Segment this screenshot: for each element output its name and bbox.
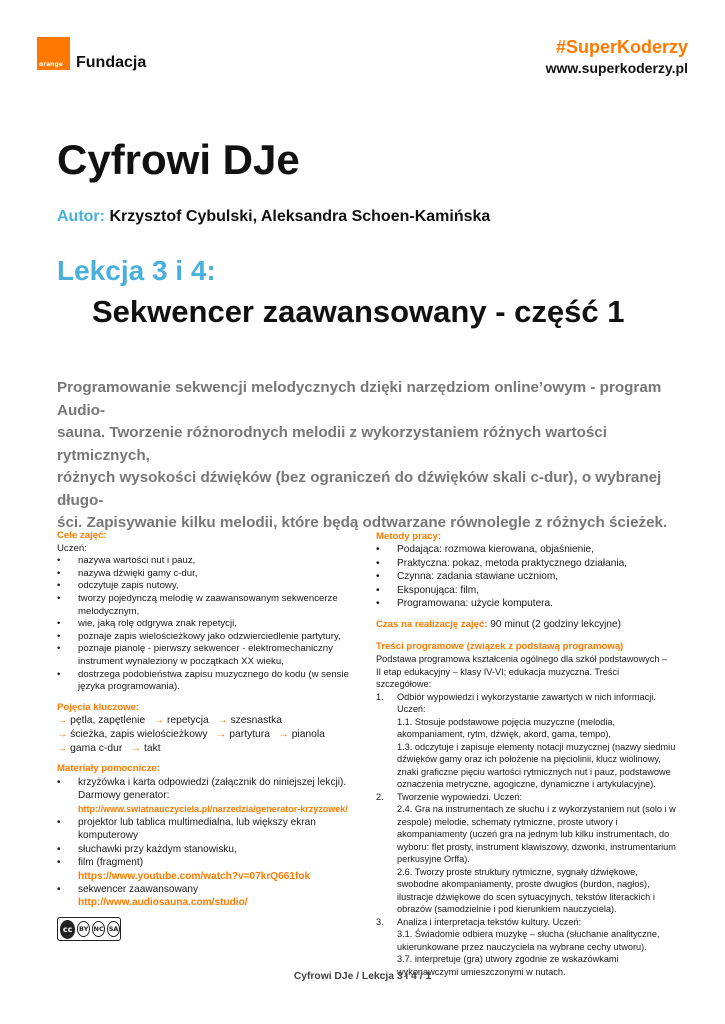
program-item-lead: Uczeń: bbox=[397, 704, 426, 715]
program-intro: Podstawa programowa kształcenia ogólnego dla szkół podstawowych – bbox=[376, 654, 668, 665]
arrow-right-icon: → bbox=[57, 715, 68, 727]
nc-icon: NC bbox=[92, 921, 105, 937]
material-text: sekwencer zaawansowany bbox=[78, 883, 199, 895]
cc-icon: cc bbox=[60, 920, 75, 939]
summary-line: sauna. Tworzenie różnorodnych melodii z wykorzystaniem różnych wartości rytmicznych, bbox=[57, 424, 607, 464]
left-column bbox=[57, 530, 357, 910]
program-item-title: Tworzenie wypowiedzi. Uczeń: bbox=[397, 791, 523, 802]
arrow-right-icon: → bbox=[57, 742, 68, 754]
arrow-right-icon: → bbox=[57, 728, 68, 740]
by-icon: BY bbox=[77, 921, 90, 937]
program-sub: 2.4. Gra na instrumentach ze słuchu i z wykorzystaniem nut (solo i w zespole) melodie, schematy rytmiczne, proste utwory i akompaniamenty (uczeń gra na jednym lub kilku instrumentach, do wyboru: flet prosty, instrument klawiszowy, dzwonki, instrumentarium perkusyjne Orffa). bbox=[397, 804, 676, 865]
keywords-row bbox=[57, 714, 357, 728]
list-item: 1. Odbiór wypowiedzi i wykorzystanie zawartych w nich informacji. Uczeń: 1.1. Stosuje podstawowe pojęcia muzyczne (melodia, akompaniament, rytm, dźwięk, akord, gama, tempo), 1.3. odczytuje i zapisuje elementy notacji muzycznej (nazwy siedmiu dźwięków gamy oraz ich położenie na pięciolinii, klucz wiolinowy, znaki graficzne pięciu wartości rytmicznych nut i pauz, podstawowe oznaczenia metryczne, agogiczne, dynamiczne i artykulacyjne). bbox=[376, 691, 676, 790]
program-sub: 3.7. interpretuje (gra) utwory zgodnie ze wskazówkami wykonawczymi umieszczonymi w nutach. bbox=[397, 954, 619, 977]
lesson-summary bbox=[57, 377, 669, 535]
list-item: • poznaje pianolę - pierwszy sekwencer - elektromechaniczny instrument wynaleziony w początkach XX wieku, bbox=[57, 643, 357, 668]
material-text: projektor lub tablica multimedialna, lub większy ekran komputerowy bbox=[78, 816, 316, 842]
program-body bbox=[376, 653, 676, 978]
keyword: ścieżka, zapis wielościeżkowy bbox=[70, 728, 208, 740]
program-sub: 2.6. Tworzy proste struktury rytmiczne, sygnały dźwiękowe, swobodne akompaniamenty, proste dwugłos (burdon, nagłos), ilustracje dźwiękowe do scen sytuacyjnych, tekstów literackich i obrazów (samodzielnie i pod kierunkiem nauczyciela). bbox=[397, 866, 655, 915]
arrow-right-icon: → bbox=[216, 728, 227, 740]
keywords-row bbox=[57, 742, 357, 756]
keyword: pętla, zapętlenie bbox=[70, 715, 146, 727]
arrow-right-icon: → bbox=[153, 715, 165, 727]
arrow-right-icon: → bbox=[278, 728, 289, 740]
program-list bbox=[376, 691, 676, 979]
methods-list bbox=[376, 543, 676, 610]
site-link[interactable]: www.superkoderzy.pl bbox=[545, 60, 688, 76]
list-item: • wie, jaką rolę odgrywa znak repetycji, bbox=[57, 618, 357, 631]
keywords-row bbox=[57, 728, 357, 742]
list-item bbox=[57, 816, 357, 843]
list-item: • Programowana: użycie komputera. bbox=[376, 597, 676, 610]
list-item: • nazywa dźwięki gamy c-dur, bbox=[57, 568, 357, 581]
list-item bbox=[57, 843, 357, 856]
list-item: • poznaje zapis wielościeżkowy jako odzwierciedlenie partytury, bbox=[57, 631, 357, 644]
author-label: Autor: bbox=[57, 208, 105, 225]
summary-line: Programowanie sekwencji melodycznych dzięki narzędziom online’owym - program Audio- bbox=[57, 379, 662, 419]
list-item bbox=[57, 856, 357, 883]
orange-logo bbox=[37, 37, 70, 70]
list-item: • nazywa wartości nut i pauz, bbox=[57, 555, 357, 568]
cc-license-badge bbox=[57, 917, 121, 941]
list-item: • dostrzega podobieństwa zapisu muzycznego do kodu (w sensie języka programowania). bbox=[57, 669, 357, 694]
keyword: partytura bbox=[229, 728, 270, 740]
list-item bbox=[57, 776, 357, 816]
list-item: 2. Tworzenie wypowiedzi. Uczeń: 2.4. Gra na instrumentach ze słuchu i z wykorzystaniem nut (solo i w zespole) melodie, schematy rytmiczne, proste utwory i akompaniamenty (uczeń gra na jednym lub kilku instrumentach, do wyboru: flet prosty, instrument klawiszowy, dzwonki, instrumentarium perkusyjne Orffa). 2.6. Tworzy proste struktury rytmiczne, sygnały dźwiękowe, swobodne akompaniamenty, proste dwugłos (burdon, nagłos), ilustracje dźwiękowe do scen sytuacyjnych, tekstów literackich i obrazów (samodzielnie i pod kierunkiem nauczyciela). bbox=[376, 791, 676, 915]
program-heading: Treści programowe (związek z podstawą programową) bbox=[376, 640, 624, 652]
lesson-title: Sekwencer zaawansowany - część 1 bbox=[92, 294, 625, 329]
material-link[interactable]: http://www.swiatnauczyciela.pl/narzedzia/generator-krzyzowek/ bbox=[78, 803, 348, 814]
goals-list bbox=[57, 555, 357, 694]
author-names: Krzysztof Cybulski, Aleksandra Schoen-Kamińska bbox=[109, 208, 491, 225]
program-item-title: Analiza i interpretacja tekstów kultury. Uczeń: bbox=[397, 916, 582, 927]
list-item: • Czynna: zadania stawiane uczniom, bbox=[376, 570, 676, 583]
time-label: Czas na realizację zajęć: bbox=[376, 619, 488, 631]
materials-heading: Materiały pomocnicze: bbox=[57, 763, 160, 775]
page-title: Cyfrowi DJe bbox=[57, 136, 300, 183]
material-link[interactable]: http://www.audiosauna.com/studio/ bbox=[78, 897, 248, 909]
keyword: szesnastka bbox=[230, 715, 282, 727]
goals-intro: Uczeń: bbox=[57, 542, 87, 554]
summary-line: ści. Zapisywanie kilku melodii, które będą odtwarzane równolegle z różnych ścieżek. bbox=[57, 514, 668, 531]
time-value: 90 minut (2 godziny lekcyjne) bbox=[490, 619, 622, 631]
program-item-title: Odbiór wypowiedzi i wykorzystanie zawartych w nich informacji. bbox=[397, 691, 656, 702]
methods-heading: Metody pracy: bbox=[376, 531, 442, 542]
arrow-right-icon: → bbox=[130, 742, 142, 754]
hashtag: #SuperKoderzy bbox=[555, 37, 688, 57]
program-sub: 1.1. Stosuje podstawowe pojęcia muzyczne (melodia, akompaniament, rytm, dźwięk, akord, gama, tempo), bbox=[397, 716, 616, 740]
list-item: • tworzy pojedynczą melodię w zaawansowanym sekwencerze melodycznym, bbox=[57, 593, 357, 618]
keywords-heading: Pojęcia kluczowe: bbox=[57, 701, 140, 713]
list-item bbox=[57, 883, 357, 910]
program-intro: II etap edukacyjny – klasy IV-VI; edukacja muzyczna. Treści szczegółowe: bbox=[376, 666, 620, 690]
material-link[interactable]: https://www.youtube.com/watch?v=07krQ661fok bbox=[78, 870, 311, 882]
list-item: • odczytuje zapis nutowy, bbox=[57, 580, 357, 593]
list-item: 3. Analiza i interpretacja tekstów kultury. Uczeń: 3.1. Świadomie odbiera muzykę – słucha (słuchanie analityczne, ukierunkowane przez nauczyciela na wybrane cechy utworu). 3.7. interpretuje (gra) utwory zgodnie ze wskazówkami wykonawczymi umieszczonymi w nutach. bbox=[376, 916, 676, 979]
program-sub: 1.3. odczytuje i zapisuje elementy notacji muzycznej (nazwy siedmiu dźwięków gamy oraz ich położenie na pięciolinii, klucz wiolinowy, znaki graficzne pięciu wartości rytmicznych nut i pauz, podstawowe oznaczenia metryczne, agogiczne, dynamiczne i artykulacyjne). bbox=[397, 741, 676, 790]
keyword: pianola bbox=[291, 728, 325, 740]
list-item: • Eksponująca: film, bbox=[376, 584, 676, 597]
material-text: film (fragment) bbox=[78, 857, 144, 869]
material-text: słuchawki przy każdym stanowisku, bbox=[78, 843, 237, 855]
list-item: • Praktyczna: pokaz, metoda praktycznego działania, bbox=[376, 557, 676, 570]
lesson-number: Lekcja 3 i 4: bbox=[57, 255, 216, 286]
time-line bbox=[376, 618, 676, 631]
logo-word: orange bbox=[39, 61, 63, 68]
summary-line: różnych wysokości dźwięków (bez ograniczeń do dźwięków skali c-dur), o wybranej długo- bbox=[57, 469, 662, 509]
list-item: • Podająca: rozmowa kierowana, objaśnienie, bbox=[376, 543, 676, 556]
materials-list bbox=[57, 776, 357, 910]
arrow-right-icon: → bbox=[217, 715, 228, 727]
keyword: repetycja bbox=[166, 715, 209, 727]
program-sub: 3.1. Świadomie odbiera muzykę – słucha (słuchanie analityczne, ukierunkowane przez nauczyciela na wybrane cechy utworu). bbox=[397, 929, 660, 952]
right-column bbox=[376, 530, 676, 978]
keyword: gama c-dur bbox=[70, 742, 123, 754]
author-line bbox=[57, 208, 490, 226]
material-text: krzyżówka i karta odpowiedzi (załącznik do niniejszej lekcji). Darmowy generator: bbox=[78, 776, 347, 802]
brand-name: Fundacja bbox=[76, 54, 147, 71]
sa-icon: SA bbox=[107, 921, 120, 937]
page-footer: Cyfrowi DJe / Lekcja 3 i 4 / 1 bbox=[293, 971, 432, 982]
keyword: takt bbox=[144, 742, 161, 754]
goals-heading: Cele zajęć: bbox=[57, 530, 107, 541]
